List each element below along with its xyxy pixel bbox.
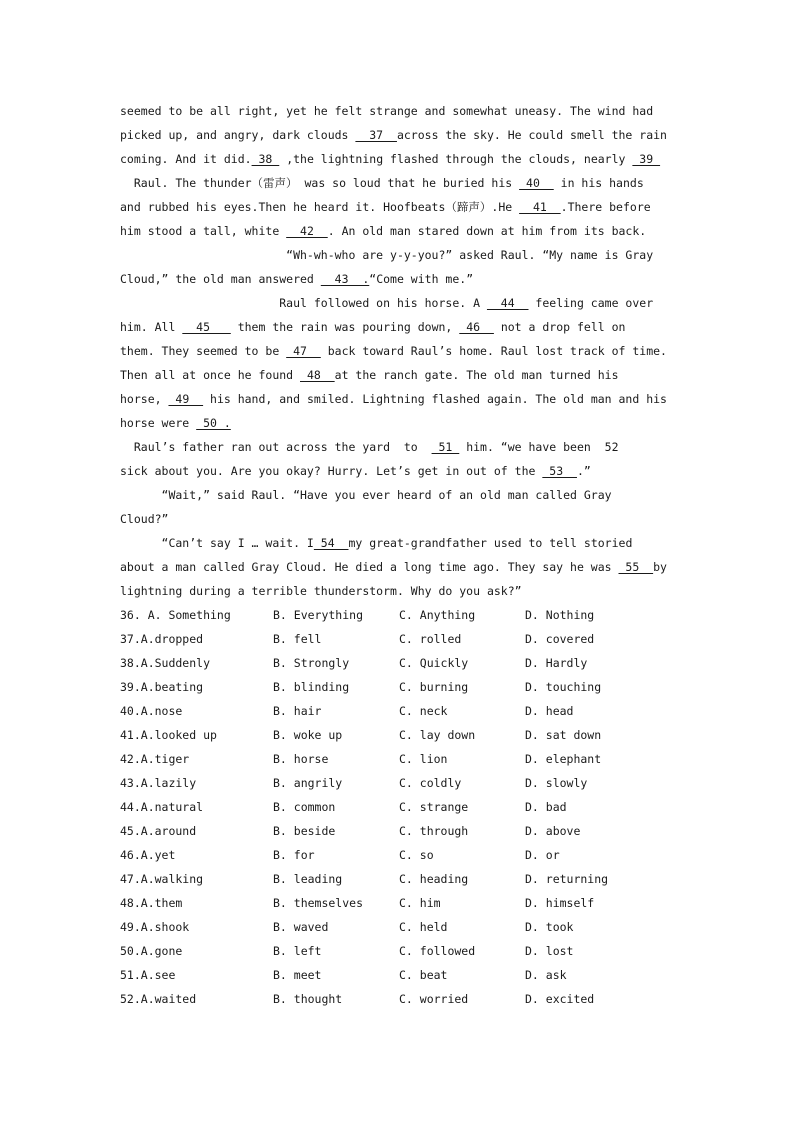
option-c: C. held [399, 920, 448, 934]
option-b: B. left [273, 944, 322, 958]
passage-text-segment: and rubbed his eyes.Then he heard it. Hoofbeats（蹄声）.He [120, 200, 520, 214]
passage-text-segment: sick about you. Are you okay? Hurry. Let’s get in out of the [120, 464, 543, 478]
option-d: D. ask [525, 968, 567, 982]
option-c: C. neck [399, 704, 448, 718]
option-b: B. hair [273, 704, 322, 718]
option-c: C. Quickly [399, 656, 469, 670]
passage-text-segment: “Come with me.” [369, 272, 474, 286]
passage-line [120, 291, 682, 315]
option-c: C. rolled [399, 632, 462, 646]
option-d: D. returning [525, 872, 609, 886]
passage-text-segment: them the rain was pouring down, [230, 320, 460, 334]
option-c: C. beat [399, 968, 448, 982]
option-c: C. through [399, 824, 469, 838]
passage-text-segment: by [653, 560, 667, 574]
passage-text-segment: my great-grandfather used to tell storied [348, 536, 633, 550]
blank-number: 44 [486, 296, 529, 310]
passage-text-segment: Then all at once he found [120, 368, 301, 382]
passage-text-segment: Cloud,” the old man answered [120, 272, 321, 286]
option-c: C. lay down [399, 728, 476, 742]
blank-number: 50 . [196, 416, 231, 430]
blank-number: 46 [459, 320, 494, 334]
option-b: B. fell [273, 632, 322, 646]
passage-text-segment: him. All [120, 320, 183, 334]
option-a: 50.A.gone [120, 944, 183, 958]
option-a: 43.A.lazily [120, 776, 197, 790]
option-a: 46.A.yet [120, 848, 176, 862]
passage-text-segment: .” [576, 464, 591, 478]
passage-text-segment: lightning during a terrible thunderstorm. Why do you ask?” [120, 584, 522, 598]
option-a: 38.A.Suddenly [120, 656, 211, 670]
passage-text-segment: him. “we have been 52 [459, 440, 619, 454]
option-c: C. burning [399, 680, 469, 694]
option-c: C. him [399, 896, 441, 910]
passage-text-segment: Raul’s father ran out across the yard to [120, 440, 432, 454]
passage-line [120, 171, 682, 195]
option-b: B. woke up [273, 728, 343, 742]
option-a: 39.A.beating [120, 680, 204, 694]
option-d: D. head [525, 704, 574, 718]
passage-text-segment: in his hands [553, 176, 644, 190]
option-d: D. excited [525, 992, 595, 1006]
passage-text-segment: Raul. The thunder（雷声） was so loud that he buried his [120, 176, 520, 190]
passage-text-segment: Raul followed on his horse. A [120, 296, 487, 310]
option-b: B. themselves [273, 896, 364, 910]
blank-number: 40 [519, 176, 554, 190]
passage-line [120, 555, 682, 579]
option-c: C. heading [399, 872, 469, 886]
passage-line [120, 435, 682, 459]
passage-text-segment: them. They seemed to be [120, 344, 287, 358]
option-b: B. common [273, 800, 336, 814]
passage-line [120, 339, 682, 363]
option-a: 48.A.them [120, 896, 183, 910]
option-b: B. Everything [273, 608, 364, 622]
option-a: 42.A.tiger [120, 752, 190, 766]
option-d: D. took [525, 920, 574, 934]
option-b: B. thought [273, 992, 343, 1006]
option-b: B. beside [273, 824, 336, 838]
blank-number: 38 [251, 152, 280, 166]
option-a: 41.A.looked up [120, 728, 217, 742]
passage-text-segment: picked up, and angry, dark clouds [120, 128, 356, 142]
option-b: B. waved [273, 920, 329, 934]
passage-text-segment: “Wh-wh-who are y-y-you?” asked Raul. “My name is Gray [120, 248, 654, 262]
passage-line [120, 411, 682, 435]
option-d: D. Nothing [525, 608, 595, 622]
passage-text-segment: . An old man stared down at him from its back. [327, 224, 647, 238]
blank-number: 42 [286, 224, 328, 238]
option-d: D. covered [525, 632, 595, 646]
option-c: C. lion [399, 752, 448, 766]
passage-line [120, 483, 682, 507]
option-c: C. worried [399, 992, 469, 1006]
option-c: C. followed [399, 944, 476, 958]
passage-text-segment: back toward Raul’s home. Raul lost track of time. [320, 344, 667, 358]
passage-line [120, 99, 682, 123]
option-d: D. slowly [525, 776, 588, 790]
passage-text-segment: about a man called Gray Cloud. He died a long time ago. They say he was [120, 560, 619, 574]
blank-number: 55 [618, 560, 654, 574]
passage-line [120, 195, 682, 219]
option-a: 44.A.natural [120, 800, 204, 814]
option-a: 47.A.walking [120, 872, 204, 886]
passage-line [120, 459, 682, 483]
option-c: C. Anything [399, 608, 476, 622]
option-d: D. sat down [525, 728, 602, 742]
passage-text-segment: .There before [560, 200, 651, 214]
passage-line [120, 531, 682, 555]
passage-text-segment: horse were [120, 416, 197, 430]
blank-number: 48 [300, 368, 335, 382]
blank-number: 53 [542, 464, 577, 478]
option-d: D. bad [525, 800, 567, 814]
passage-text-segment: ,the lightning flashed through the clouds, nearly [279, 152, 633, 166]
option-a: 37.A.dropped [120, 632, 204, 646]
blank-number: 39 [632, 152, 661, 166]
blank-number: 37 [355, 128, 397, 142]
blank-number: 54 [313, 536, 349, 550]
option-d: D. or [525, 848, 560, 862]
option-a: 51.A.see [120, 968, 176, 982]
option-b: B. meet [273, 968, 322, 982]
blank-number: 51 [431, 440, 460, 454]
passage-text-segment: “Wait,” said Raul. “Have you ever heard of an old man called Gray [120, 488, 612, 502]
option-b: B. leading [273, 872, 343, 886]
passage-line [120, 219, 682, 243]
passage-text-segment: horse, [120, 392, 169, 406]
blank-number: 49 [168, 392, 204, 406]
option-d: D. himself [525, 896, 595, 910]
option-a: 40.A.nose [120, 704, 183, 718]
option-d: D. lost [525, 944, 574, 958]
blank-number: 45 [182, 320, 231, 334]
blank-number: 41 [519, 200, 561, 214]
option-d: D. elephant [525, 752, 602, 766]
option-a: 45.A.around [120, 824, 197, 838]
option-b: B. angrily [273, 776, 343, 790]
option-c: C. strange [399, 800, 469, 814]
option-d: D. Hardly [525, 656, 588, 670]
passage-text-segment: “Can’t say I … wait. I [120, 536, 314, 550]
passage-line [120, 123, 682, 147]
passage-line [120, 267, 682, 291]
passage-line [120, 315, 682, 339]
passage-line [120, 363, 682, 387]
option-b: B. for [273, 848, 315, 862]
passage-text-segment: him stood a tall, white [120, 224, 287, 238]
passage-line [120, 387, 682, 411]
passage-text-segment: feeling came over [528, 296, 654, 310]
option-b: B. Strongly [273, 656, 350, 670]
option-b: B. horse [273, 752, 329, 766]
passage-line [120, 243, 682, 267]
option-d: D. touching [525, 680, 602, 694]
blank-number: 43 . [320, 272, 370, 286]
passage-line [120, 147, 682, 171]
option-c: C. coldly [399, 776, 462, 790]
option-a: 49.A.shook [120, 920, 190, 934]
option-b: B. blinding [273, 680, 350, 694]
passage-line [120, 507, 682, 531]
passage-line [120, 579, 682, 603]
option-d: D. above [525, 824, 581, 838]
passage-text-segment: his hand, and smiled. Lightning flashed again. The old man and his [203, 392, 667, 406]
blank-number: 47 [286, 344, 321, 358]
passage-text-segment: coming. And it did. [120, 152, 252, 166]
option-a: 36. A. Something [120, 608, 231, 622]
passage-text-segment: Cloud?” [120, 512, 169, 526]
passage-text-segment: at the ranch gate. The old man turned his [334, 368, 619, 382]
option-c: C. so [399, 848, 434, 862]
passage-text-segment: across the sky. He could smell the rain [396, 128, 667, 142]
option-a: 52.A.waited [120, 992, 197, 1006]
passage-text-segment: seemed to be all right, yet he felt strange and somewhat uneasy. The wind had [120, 104, 654, 118]
passage-text-segment: not a drop fell on [493, 320, 626, 334]
passage-text [120, 99, 682, 603]
